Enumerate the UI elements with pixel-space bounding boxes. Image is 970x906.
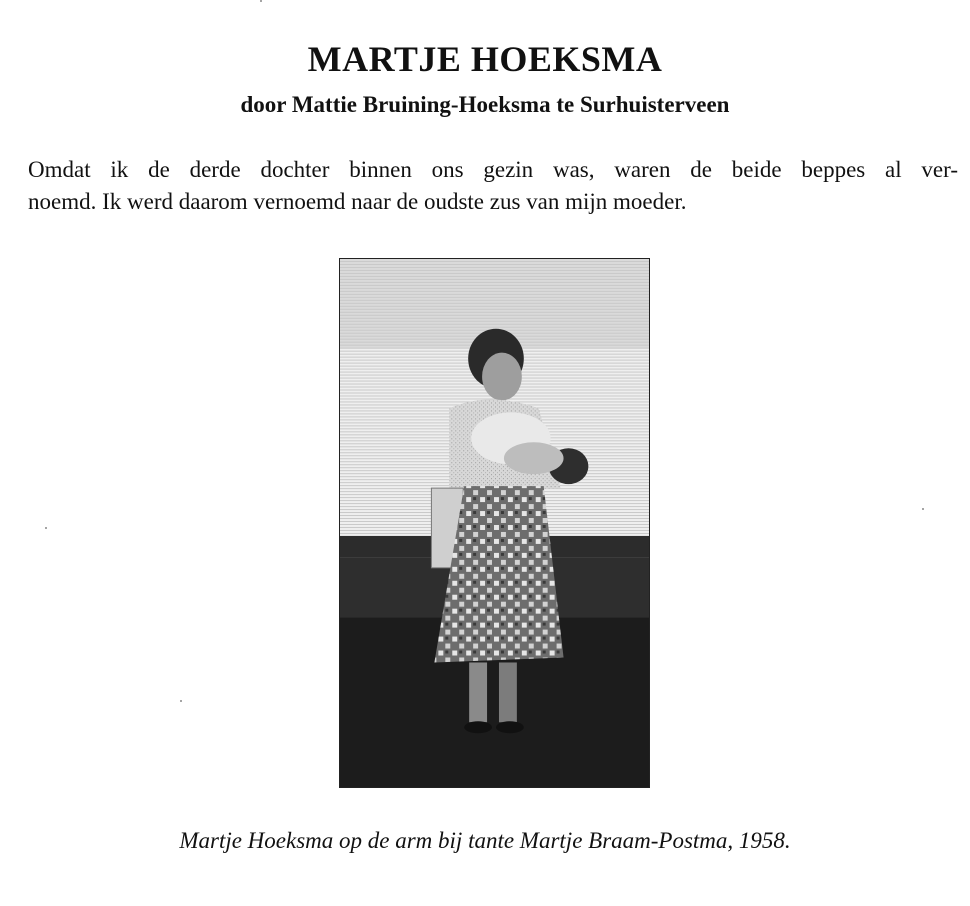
paragraph-line: Omdat ik de derde dochter binnen ons gezin was, waren de beide beppes al ver- xyxy=(28,157,958,182)
body-paragraph xyxy=(28,154,958,218)
paragraph-line: noemd. Ik werd daarom vernoemd naar de oudste zus van mijn moeder. xyxy=(28,189,687,214)
scan-speck xyxy=(260,0,262,2)
scan-speck xyxy=(180,700,182,702)
photograph xyxy=(339,258,650,788)
photo-caption: Martje Hoeksma op de arm bij tante Martje Braam-Postma, 1958. xyxy=(179,828,791,853)
scan-speck xyxy=(45,527,47,529)
article-byline: door Mattie Bruining-Hoeksma te Surhuisterveen xyxy=(240,92,730,117)
article-title: MARTJE HOEKSMA xyxy=(307,39,663,79)
scan-speck xyxy=(922,508,924,510)
photo-image xyxy=(340,259,649,787)
